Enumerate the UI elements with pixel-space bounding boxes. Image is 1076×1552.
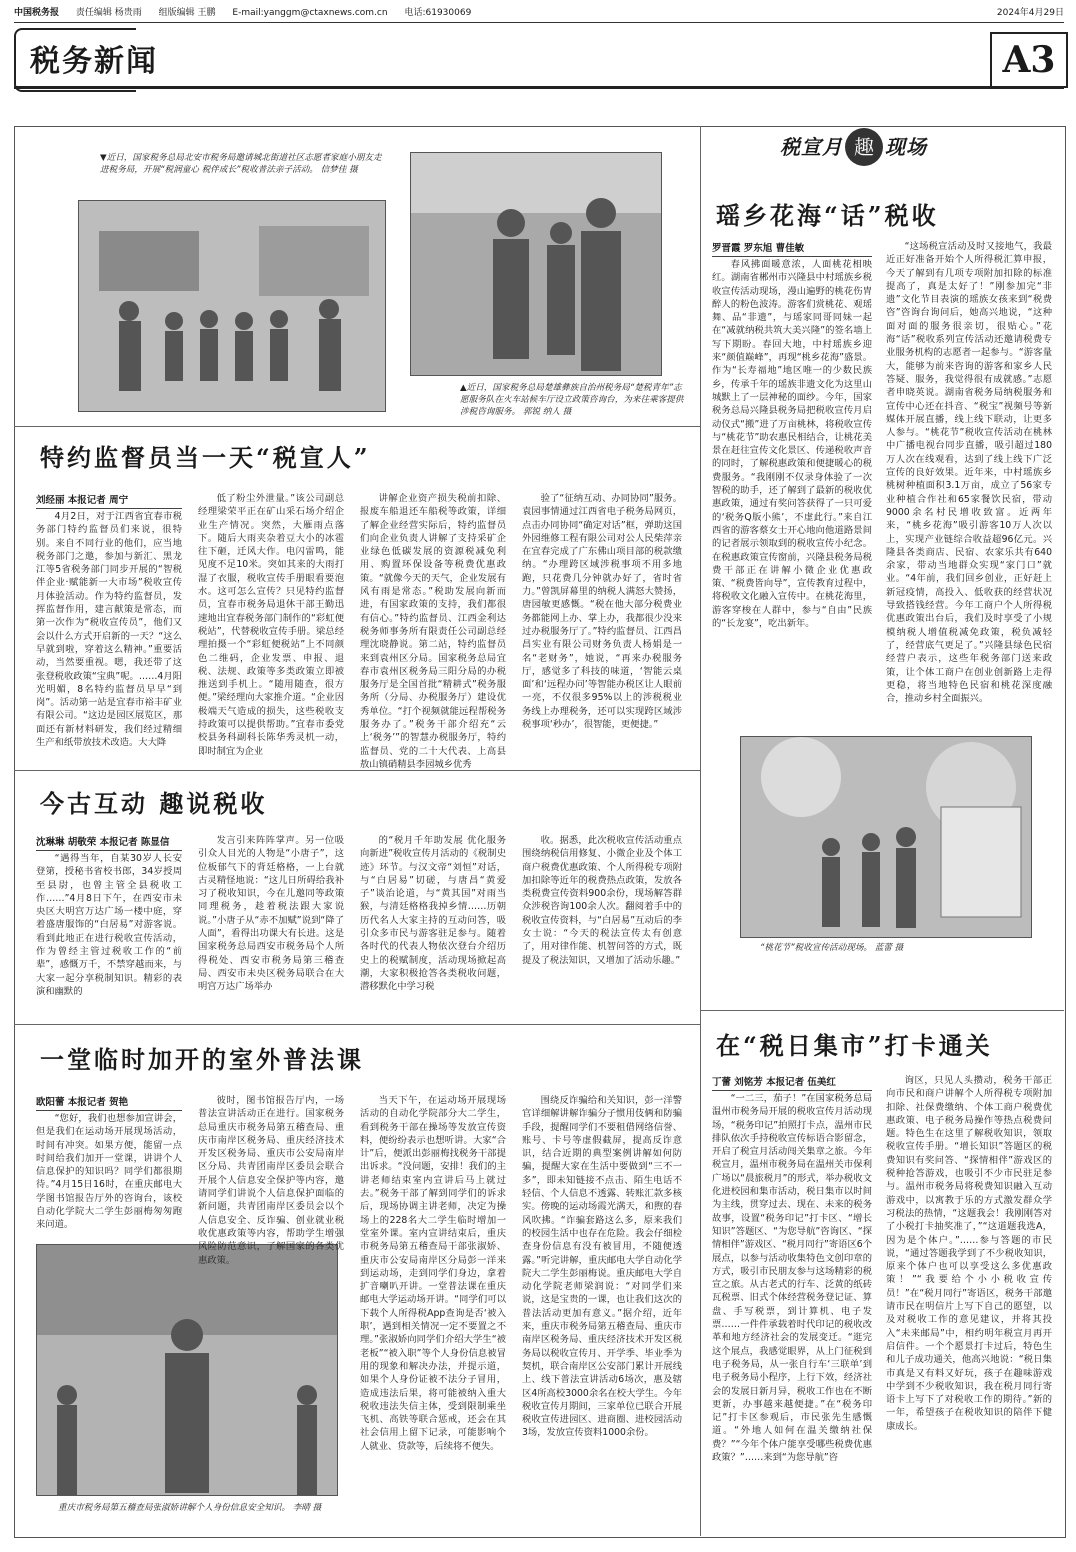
article4-col2-text: “这场税宣活动及时又接地气，我最近正好准备开始个人所得税汇算申报，今天了解到有几项专项附加扣除的标准提高了，真是太好了！”刚参加完“非遗”文化节目表演的瑶族女孩来到“税费咨”咨询台询问后，她高兴地说，“这种面对面的服务很亲切，很贴心。”花海“话”税收系列宣传活动还邀请税费专业服务机构的志愿者一起参与。“游客量大，能够为前来咨询的游客和家乡人民答疑、服务，我觉得很有成就感。”志愿者申晓英说。湖南省税务局纳税服务和宣传中心还在抖音、“税宝”视频号等新媒体开展直播，线上线下联动，让更多人参与。“桃花节”税收宣传活动在桃林中广播电视台同步直播，吸引超过180万人次在线观看，达到了线上线下广泛宣传的良好效果。近年来，中村瑶族乡桃树种植面积3.1万亩，成立了56家专业种植合作社和65家餐饮民宿，带动9000余名村民增收致富。近两年来，“桃乡花海”吸引游客10万人次以上，实现产业链综合收益超96亿元。兴隆县各类商店、民宿、农家乐共有640余家，带动当地群众实现“家门口”就业。“4年前，我们回乡创业，正好赶上新冠疫情，高投入、低收获的经营状况导致搭钱经营。今年工商户个人所得税优惠政策出台后，我们及时享受了小规模纳税人增值税减免政策，税负减轻了，经营底气更足了。”兴隆县绿色民宿经营户表示，这些年税务部门送来政策，让个体工商户在创业创新路上走得更稳，将当地特色民宿和桃花深度融合，推动乡村全面振兴。 xyxy=(886,241,1052,705)
article3-col2-text: 彼时，图书馆报告厅内，一场普法宣讲活动正在进行。国家税务总局重庆市税务局第五稽查局、重庆市南岸区税务局、重庆经济技术开发区税务局、重庆市公安局南岸区分局、共青团南岸区委员会联合开展个人信息安全保护等内容，邀请同学们讲说个人信息保护面临的新问题，共青团南岸区委员会以个人信息安全、反诈骗、创业就业税收优惠政策等内容，帮助学生增强风险防范意识，了解国家的各类优惠政策。 xyxy=(198,1095,344,1266)
divider-right xyxy=(700,1010,1064,1011)
article2-col3-text: 的“税月千年助发展 优化服务向新进”税收宣传月活动的《税制史迹》环节。与汉文帝“刘恒”对话，与“白居易”切磋，与唐昌“黄爱子”谈治论道，与“黄其国”对雨当猴，与清廷格格我掉乡情……历朝历代名人大家主持的互动问答，吸引众多市民与游客驻足参与。随着各时代的代表人物依次登台介绍历史上的税赋制度，活动现场掀起高潮，大家积极抢答各类税收问题，潜移默化中学习税 xyxy=(360,835,506,993)
layout-editor: 组版编辑 王鹏 xyxy=(158,8,216,18)
article4-byline: 罗晋霞 罗东旭 曹佳敏 xyxy=(712,240,872,257)
article5-col1 xyxy=(712,1092,872,1524)
photo-station-scene xyxy=(411,153,661,375)
editor: 责任编辑 杨贵雨 xyxy=(75,8,142,18)
article3-col1-text: “您好，我们也想参加宣讲会，但是我们在运动场开展现场活动，时间有冲突。如果方便，能留一点时间给我们加开一堂课，讲讲个人信息保护的知识吗？同学们都很期待。”4月15日16时，在重庆邮电大学图书馆报告厅外的咨询台，该校自动化学院大二学生彭丽梅匆匆跑来问道。 xyxy=(36,1113,182,1231)
photo-peach-festival xyxy=(740,736,1032,938)
article2-col4-text: 收。据悉，此次税收宣传活动重点围绕纳税信用修复、小微企业及个体工商户税费优惠政策、个人所得税专项附加扣除等近年的税费热点政策，发放各类税费宣传资料900余份，现场解答群众涉税咨询100余人次。翻阅着手中的税收宣传资料，与“白居易”互动后的李女士说：“今天的税法宣传太有创意了，用对律作能、机智问答的方式，既提及了税法知识，又增加了活动乐趣。” xyxy=(522,835,682,966)
article2-col2 xyxy=(198,834,344,1012)
photo2-caption: ▲近日，国家税务总局楚雄彝族自治州税务局“楚税青年”志愿服务队在火车站候车厅设立政策咨询台，为来往乘客提供涉税咨询服务。 郭锐 纳人 摄 xyxy=(460,383,684,417)
photo-station-consult xyxy=(410,152,662,376)
photo-children-event xyxy=(78,200,386,412)
photo-festival-scene xyxy=(741,737,1031,937)
article1-col4 xyxy=(522,492,682,760)
article1-col3-text: 讲解企业资产损失税前扣除、报废车船退还车船税等政策，详细了解企业经营实际后，特约监督员们向企业负责人讲解了支持采矿企业绿色低碳发展的资源税减免利用、购置环保设备等税费优惠政策。“就像今天的天气，企业发展有风有雨是常态。”税助发展向新而进，有国家政策的支持，我们都很有信心。”特约监督员、江西金利达税务师事务所有限责任公司副总经理沈晓静说。第二站，特约监督员来到袁州区分局。国家税务总局宜春市袁州区税务局三阳分局的办税服务厅是全国首批“精耕式”税务服务所（分局、办税服务厅）建设优秀单位。“打个视频就能远程帮税务服务办了。”税务干部介绍充“云上‘税务’”的智慧办税服务厅，特约监督员、党的二十大代表、上高县敖山镇硝精县李园城乡优秀 xyxy=(360,493,506,770)
divider-article2 xyxy=(14,1024,700,1025)
article2-headline: 今古互动 趣说税收 xyxy=(40,789,268,818)
article1-col3 xyxy=(360,492,506,770)
photo-children-scene xyxy=(79,201,385,411)
article1-byline: 刘经丽 本报记者 周宁 xyxy=(36,492,182,509)
photo1-caption: ▼近日，国家税务总局北安市税务局邀请城北街道社区志愿者家庭小朋友走进税务局，开展“税润童心 税伴成长”税收普法亲子活动。 信梦佳 摄 xyxy=(100,153,382,175)
article1-headline: 特约监督员当一天“税宣人” xyxy=(40,443,371,472)
article3-col4-text: 围绕反诈骗给和关知识，彭一洋警官详细解讲解诈骗分子惯用伎俩和防骗手段，提醒同学们不要租借网络信誉、账号、卡号等虚假截屏，提高反诈意识，结合近期的典型案例讲解如何防骗，提醒大家在生活中要做到“三不一多”，即未知链接不点击、陌生电话不轻信、个人信息不透露、转账汇款多核实。傍晚的运动场霞光满天，和煦的春风吹拂。“诈骗套路这么多，原来我们的校园生活中也存在危险。我会仔细检查身份信息有没有被冒用，不随便透露。”听完讲解，重庆邮电大学自动化学院大二学生彭丽梅说。重庆邮电大学自动化学院老师梁润说：“对同学们来说，这是宝贵的一课，也让我们这次的普法活动更加有意义。”据介绍，近年来，重庆市税务局第五稽查局、重庆市南岸区税务局、重庆经济技术开发区税务局以税收宣传月、开学季、毕业季为契机，联合南岸区公安部门累计开展线上、线下普法宣讲活动6场次，惠及辖区4所高校3000余名在校大学生。今年税收宣传月期间，三家单位已联合开展税收宣传进园区、进商圈、进校园活动3场，发放宣传资料1000余份。 xyxy=(522,1095,682,1439)
article3-col3 xyxy=(360,1094,506,1524)
article2-byline: 沈琳琳 胡敬荣 本报记者 陈显信 xyxy=(36,834,182,851)
article3-byline: 欧阳蕾 本报记者 贺艳 xyxy=(36,1094,182,1111)
article5-col2-text: 询区，只见人头攒动，税务干部正向市民和商户讲解个人所得税专项附加扣除、社保费缴纳、个体工商户税费优惠政策、电子税务局操作等热点税费问题。特色生在这里了解税收知识，领取税收宣传手册。“增长知识”答题区的税费知识有奖问答、“探情相伴”游戏区的税种抢答游戏，也吸引不少市民驻足参与。温州市税务局将税费知识融入互动游戏中，以寓教于乐的方式激发群众学习税法的热情，“这题我会！我刚刚答对了小税打卡抽奖准了，”“这道题我选A，因为是个体户。”……参与答题的市民说，“通过答题我学到了不少税收知识，原来个体户也可以享受这么多优惠政策！”“我要给个小小税收宣传员！”在“税月同行”寄语区，税务干部邀请市民在明信片上写下自己的愿望，以及对税收工作的意见建议，并将其投入“未来邮局”中，相约明年税宣月再开启信件。一个个愿景打卡过后，特色生和儿子成功通关，他高兴地说：“税日集市真是又有料又好玩，孩子在趣味游戏中学到不少税收知识，我在税月同行寄语卡上写下了对税收工作的期待。”新的一年，希望孩子在税收知识的陪伴下健康成长。 xyxy=(886,1075,1052,1432)
banner-mid: 趣 xyxy=(845,128,883,166)
banner-tax-month xyxy=(780,128,990,174)
banner-post: 现场 xyxy=(885,135,927,159)
page-number: A3 xyxy=(990,32,1068,88)
article2-col1 xyxy=(36,852,182,1012)
article1-col2 xyxy=(198,492,344,760)
section-title: 税务新闻 xyxy=(30,44,158,79)
phone: 电话:61930069 xyxy=(404,8,472,18)
section-rule xyxy=(14,86,1064,89)
article2-col1-text: “遇得当年，自某30岁人长安登第，授秘书省校书郎，34岁授周至县尉，也曾主管全县税收工作……”4月8日下午，在西安市未央区大明宫万达广场一楼中庭，穿着盛唐服饰的“白居易”对游客说。看到此地正在进行税收宣传活动，作为曾经主管过税收工作的“前辈”，感慨万千，不禁穿越而来，与大家一起分享税制知识。精彩的表演和幽默的 xyxy=(36,853,182,997)
article1-col4-text: 验了“征纳互动、办同协同”服务。袁园事情通过江西省电子税务局网页，点击办同协同“确定对话”框，弹助这国外园维修工程有限公司对公人民柴萍亲在宜春完成了广东佛山项目部的税款缴纳。“办理跨区域涉税事项不用多地跑，只花费几分钟就办好了，省时省力。”曾凯屏幕里的纳税人满怒大赞扬，唐园敏更感慨。“税在他大部分税费业务都能网上办、掌上办，我都很少没来过办税服务厅了。”特约监督员、江西昌昌实业有限公司财务负责人杨娟是一名“老财务”，她说，“再来办税服务厅，感觉多了科技的味道，‘智能云桌面’和‘远程办问’等智能办税区让人眼前一亮，不仅很多95%以上的涉税税业务线上办理税务，还可以实现跨区域涉税事项‘秒办’，很智能，更便捷。” xyxy=(522,493,682,731)
article3-col4 xyxy=(522,1094,682,1524)
article1-col1 xyxy=(36,510,182,760)
article3-col2 xyxy=(198,1094,344,1266)
article3-headline: 一堂临时加开的室外普法课 xyxy=(40,1045,364,1074)
article4-col1 xyxy=(712,258,872,728)
paper-name: 中国税务报 xyxy=(14,8,60,18)
article5-col2 xyxy=(886,1074,1052,1524)
article2-col2-text: 发言引来阵阵掌声。另一位吸引众人目光的人物是“小唐子”，这位板郁气下的背廷格格，一上台就古灵精怪地说：“这儿日所碍给我补习了税收知识，今在儿邀同等政策同理税务，趁着税法跟大家说说。”小唐子从“赤不加赋”说到“降了人面”，看得出功课大有长进。这是国家税务总局西安市税务局个人所得税处、西安市税务局第三稽查局、西安市未央区税务局联合在大明宫万达广场举办 xyxy=(198,835,344,993)
article1-col2-text: 低了粉尘外泄量。”该公司副总经理梁荣平正在矿山采石场介绍企业生产情况。突然，大雁雨点落下。随后大雨夹杂着豆大小的冰雹往下砸，迁风大作。电闪雷鸣，能见度不足10米。突如其来的大雨打湿了衣服，税收宣传手册眼看要泡水。这可怎么宣传？只见特约监督员，宜春市税务局退休干部王勤迅速地出宜春税务部门制作的“彩虹便税站”，代替税收宣传手册。梁总经理拍摄一个“彩虹便税站”上不同颜色二维码，企业发票、申报、退税、法规、政策等多类政策立即被推送到手机上。“随用随查，很方便。”梁经理向大家推介道。“企业因极端天气造成的损失，这些税收支持政策可以提供帮助。”宜春市委党校县务科副科长陈华秀灵机一动，即时制宜为企业 xyxy=(198,493,344,757)
email: E-mail:yanggm@ctaxnews.com.cn xyxy=(232,8,388,18)
article5-headline: 在“税日集市”打卡通关 xyxy=(716,1031,993,1060)
article4-photo-caption: “桃花节”税收宣传活动现场。 蓝蕾 摄 xyxy=(760,943,904,953)
article5-byline: 丁蕾 刘铭芳 本报记者 伍美红 xyxy=(712,1074,872,1091)
article1-col1-text: 4月2日，对于江西省宜春市税务部门特约监督员们来说，很特别。来自不同行业的他们，应当地税务部门之邀，参加与新汇、黑龙江等5省税务部门同步开展的“智税伴企业·赋能新一大市场”税收宣传月体验活动。作为特约监督员，发挥监督作用，建言献策是常态，而第一次作为“税收宣传员”，他们又会以什么方式开启新的一天？“这么早就到啦，穿着这么精神。”重要活动，当然要重视。嗯，我还带了这张登税收政策“宝典”呢。……4月阳光明媚，8名特约监督员早早“到岗”。活动第一站是宜春市裕丰矿业有限公司。“这边是园区展览区，那面还有新材料研发，我们经过精细生产和纸带放技术改造。大大降 xyxy=(36,511,182,749)
photo-outdoor-lecture xyxy=(36,1244,338,1496)
article2-col3 xyxy=(360,834,506,1012)
divider-article1 xyxy=(14,770,700,771)
banner-pre: 税宣月 xyxy=(780,135,843,159)
photo-lecture-scene xyxy=(37,1245,337,1495)
article3-photo-caption: 重庆市税务局第五稽查局张淑娇讲解个人身份信息安全知识。 李晴 摄 xyxy=(58,1503,322,1513)
article4-headline: 瑶乡花海“话”税收 xyxy=(716,201,939,230)
right-column-divider xyxy=(700,126,701,1536)
issue-date: 2024年4月29日 xyxy=(996,8,1064,18)
masthead xyxy=(14,4,1064,23)
article5-col1-text: “一二三，茄子！”在国家税务总局温州市税务局开展的税收宣传月活动现场，“税务印记”拍照打卡点，温州市民排队依次手持税收宣传标语合影留念，开启了税宣月活动闯关集章之旅。今年税宣月，温州市税务局在温州关市保利广场以“晨旅税月”的形式，举办税收文化进校园和集市活动，税日集市以时间为主线，贯穿过去、现在、未来的税务故事，设置“税务印记”打卡区、“增长知识”答题区、“为您导航”咨询区、“探情相伴”游戏区、“税月同行”寄语区6个展点，以参与活动收集特色文创印章的方式，吸引市民朋友参与这场精彩的税宣之旅。从古老式的行车、泛黄的纸砖瓦税票、旧式个体经营税务登记证、算盘、手写税票，到计算机、电子发票……一件件承载着时代印记的税收改革和地方经济社会的发展变迁。“逛完这个展点，我感觉眼界，从上门征税到电子税务局，从一张自行车‘三联单’到电子税务局小程序，上行下效，经济社会的发展日新月异，税收工作也在不断更新，办事越来越便捷。”在“税务印记”打卡区参观后，市民张先生感慨道。“外地人如何在温关缴纳社保费？”“今年个体户能享受哪些税费优惠政策？”……来到“为您导航”咨 xyxy=(712,1093,872,1464)
divider-photos xyxy=(14,426,700,427)
article4-col2 xyxy=(886,240,1052,728)
article2-col4 xyxy=(522,834,682,1012)
article3-col1 xyxy=(36,1112,182,1236)
article4-col1-text: 春风拂面暖意浓，人面桃花相映红。湖南省郴州市兴隆县中村瑶族乡税收宣传活动现场，漫山遍野的桃花伤胄醉人的粉色波涛。游客们赏桃花、观瑶舞、品“非遗”，与瑶家同哥同妹一起在“减就纳税共筑大美兴隆”的签名墙上写下期盼。春回大地，中村瑶族乡迎来“颜值巅峰”，再现“桃乡花海”盛景。作为“长寿福地”地区唯一的少数民族乡，传承千年的瑶族非遗文化为这里山城默上了一层神秘的面纱。今年，国家税务总局兴隆县税务局把税收宣传月启动仪式“搬”进了万亩桃林，将税收宣传与“桃花节”助农惠民相结合，让桃花美景在赶往宣传文化景区、传递税收声音的同时，了解税惠政策和便捷暖心的税费服务。“我刚刚不仅录身体验了一次智税的助手，还了解到了最新的税收优惠政策，通过有奖问答获得了一只可爱的‘税务Q版小熊’，不虚此行。”来自江西省的游客蔡女士开心地向他道路景间的记者展示领取到的税收宣传小纪念。在税惠政策宣传窗前，兴隆县税务局税费干部正在讲解小微企业优惠政策、“税费皆向导”，宣传教育过程中，将税收文化融入宣传中。在桃花海里，游客穿梭在人群中，参与“自由”民族的“长龙宴”，吃出新年。 xyxy=(712,259,872,630)
article3-col3-text: 当天下午，在运动场开展现场活动的自动化学院部分大二学生，看到税务干部在操场等发放宣传资料，便纷纷表示也想听讲。大家“合计”后，便派出彭丽梅找税务干部提出诉求。“没问题，安排！我们的主讲老师结束室内宣讲后马上就过去。”税务干部了解到同学们的诉求后，现场协调主讲老师，决定为操场上的228名大二学生临时增加一堂室外课。室内宣讲结束后，重庆市税务局第五稽查局干部张淑娇、重庆市公安局南岸区分局彭一洋来到运动场，走到同学们身边，拿着扩音喇叭开讲。一堂普法课在重庆邮电大学运动场开讲。“同学们可以下载个人所得税App查询是否‘被入职’，遇到相关情况一定不要置之不理。”张淑娇向同学们介绍大学生“被老板”“被入职”等个人身份信息被冒用的现象和解决办法，并提示道，如果个人身份证被不法分子冒用，造成违法后果，将可能被纳入重大税收违法失信主体，受到限制乘坐飞机、高铁等联合惩戒，还会在其社会信用上留下记录，可能影响个人就业、贷款等，后续将不便失。 xyxy=(360,1095,506,1452)
